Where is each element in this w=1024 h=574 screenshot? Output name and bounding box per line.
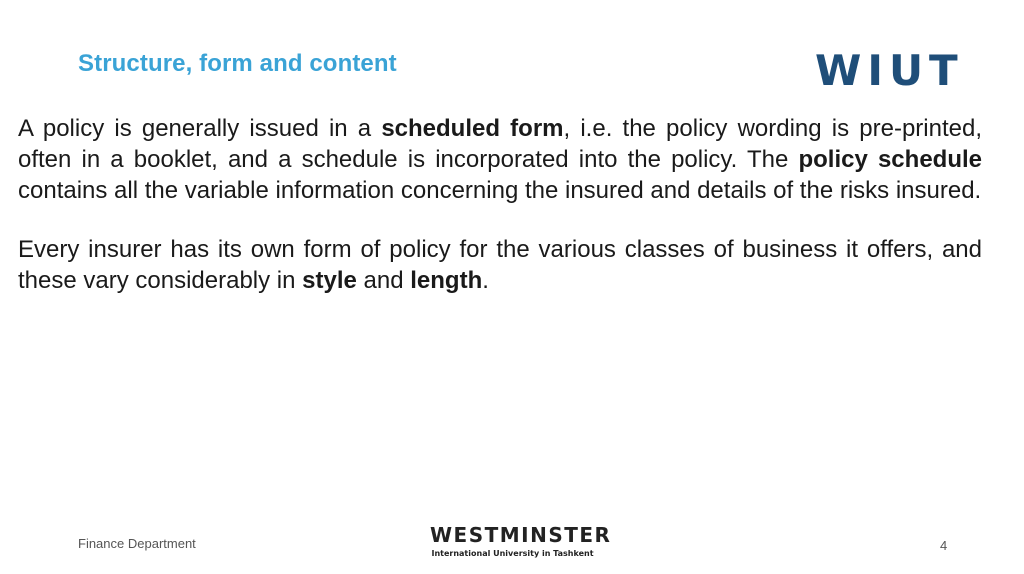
paragraph-text: . xyxy=(482,267,489,294)
bold-term: length xyxy=(410,267,483,294)
bold-term: scheduled form xyxy=(381,115,564,142)
paragraph-text: , i.e. the policy wording is pre-printed, often in a booklet, and a schedule is incorporated into the policy. The xyxy=(18,115,982,173)
slide-title: Structure, form and content xyxy=(78,50,397,77)
paragraph-text: and xyxy=(356,267,411,294)
bold-term: style xyxy=(302,267,357,294)
bold-term: policy schedule xyxy=(798,146,982,173)
footer-department: Finance Department xyxy=(78,536,196,551)
logo-subtitle: International University in Tashkent xyxy=(431,549,594,558)
paragraph-text: A policy is generally issued in a xyxy=(18,115,382,142)
paragraph-text: Every insurer has its own form of policy for the various classes of business it offers, and these vary considerably in xyxy=(18,236,982,294)
logo-name: WESTMINSTER xyxy=(430,523,612,547)
slide-content xyxy=(18,113,982,296)
paragraph-text: contains all the variable information concerning the insured and details of the risks insured. xyxy=(18,177,982,204)
wiut-logo: WIUT xyxy=(815,46,964,95)
paragraph-insurer-form xyxy=(18,234,982,296)
westminster-logo xyxy=(430,523,612,558)
page-number: 4 xyxy=(940,538,948,553)
paragraph-policy-form xyxy=(18,113,982,206)
